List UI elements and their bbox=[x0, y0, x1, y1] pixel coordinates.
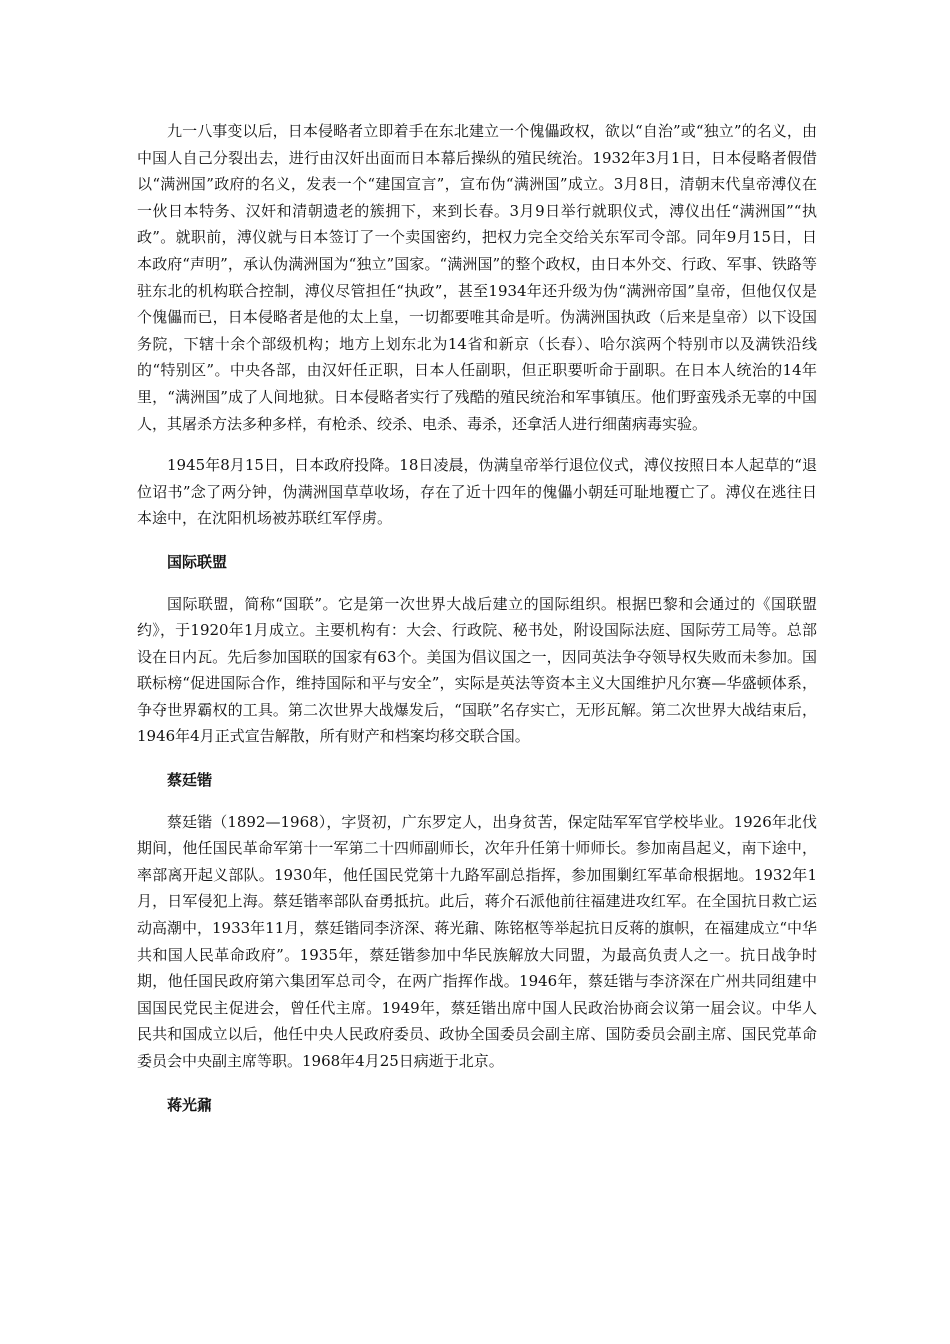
document-body bbox=[137, 118, 817, 1118]
paragraph-league-of-nations: 国际联盟，简称“国联”。它是第一次世界大战后建立的国际组织。根据巴黎和会通过的《国联盟约》，于1920年1月成立。主要机构有：大会、行政院、秘书处，附设国际法庭、国际劳工局等。总部设在日内瓦。先后参加国联的国家有63个。美国为倡议国之一，因同英法争夺领导权失败而未参加。国联标榜“促进国际合作，维持国际和平与安全”，实际是英法等资本主义大国维护凡尔赛—华盛顿体系，争夺世界霸权的工具。第二次世界大战爆发后，“国联”名存实亡，无形瓦解。第二次世界大战结束后，1946年4月正式宣告解散，所有财产和档案均移交联合国。 bbox=[137, 594, 817, 746]
paragraph-spacer bbox=[137, 532, 817, 549]
paragraph-cai-tingkai: 蔡廷锴（1892—1968），字贤初，广东罗定人，出身贫苦，保定陆军军官学校毕业。1926年北伐期间，他任国民革命军第十一军第二十四师副师长，次年升任第十师师长。参加南昌起义，南下途中，率部离开起义部队。1930年，他任国民党第十九路军副总指挥，参加围剿红军革命根据地。1932年1月，日军侵犯上海。蔡廷锴率部队奋勇抵抗。此后，蒋介石派他前往福建进攻红军。在全国抗日救亡运动高潮中，1933年11月，蔡廷锴同李济深、蒋光鼐、陈铭枢等举起抗日反蒋的旗帜，在福建成立“中华共和国人民革命政府”。1935年，蔡廷锴参加中华民族解放大同盟，为最高负责人之一。抗日战争时期，他任国民政府第六集团军总司令，在两广指挥作战。1946年，蔡廷锴与李济深在广州共同组建中国国民党民主促进会，曾任代主席。1949年，蔡廷锴出席中国人民政治协商会议第一届会议。中华人民共和国成立以后，他任中央人民政府委员、政协全国委员会副主席、国防委员会副主席、国民党革命委员会中央副主席等职。1968年4月25日病逝于北京。 bbox=[137, 812, 817, 1070]
paragraph-spacer bbox=[137, 750, 817, 767]
paragraph-spacer bbox=[137, 1075, 817, 1092]
paragraph-manchukuo-end: 1945年8月15日，日本政府投降。18日凌晨，伪满皇帝举行退位仪式，溥仪按照日本人起草的“退位诏书”念了两分钟，伪满洲国草草收场，存在了近十四年的傀儡小朝廷可耻地覆亡了。溥仪在逃往日本途中，在沈阳机场被苏联红军俘虏。 bbox=[137, 456, 817, 528]
section-heading-league-of-nations: 国际联盟 bbox=[167, 552, 228, 571]
section-heading-jiang-guangnai: 蒋光鼐 bbox=[167, 1095, 213, 1114]
paragraph-spacer bbox=[137, 437, 817, 452]
section-heading-cai-tingkai: 蔡廷锴 bbox=[167, 771, 213, 790]
paragraph-manchukuo: 九一八事变以后，日本侵略者立即着手在东北建立一个傀儡政权，欲以“自治”或“独立”的名义，由中国人自己分裂出去，进行由汉奸出面而日本幕后操纵的殖民统治。1932年3月1日，日本侵略者假借以“满洲国”政府的名义，发表一个“建国宣言”，宣布伪“满洲国”成立。3月8日，清朝末代皇帝溥仪在一伙日本特务、汉奸和清朝遗老的簇拥下，来到长春。3月9日举行就职仪式，溥仪出任“满洲国”“执政”。就职前，溥仪就与日本签订了一个卖国密约，把权力完全交给关东军司令部。同年9月15日，日本政府“声明”，承认伪满洲国为“独立”国家。“满洲国”的整个政权，由日本外交、行政、军事、铁路等驻东北的机构联合控制，溥仪尽管担任“执政”，甚至1934年还升级为伪“满洲帝国”皇帝，但他仅仅是个傀儡而已，日本侵略者是他的太上皇，一切都要唯其命是听。伪满洲国执政（后来是皇帝）以下设国务院，下辖十余个部级机构；地方上划东北为14省和新京（长春）、哈尔滨两个特别市以及满铁沿线的“特别区”。中央各部，由汉奸任正职，日本人任副职，但正职要听命于副职。在日本人统治的14年里，“满洲国”成了人间地狱。日本侵略者实行了残酷的殖民统治和军事镇压。他们野蛮残杀无辜的中国人，其屠杀方法多种多样，有枪杀、绞杀、电杀、毒杀，还拿活人进行细菌病毒实验。 bbox=[137, 122, 817, 433]
paragraph-spacer bbox=[137, 794, 817, 809]
paragraph-spacer bbox=[137, 576, 817, 591]
